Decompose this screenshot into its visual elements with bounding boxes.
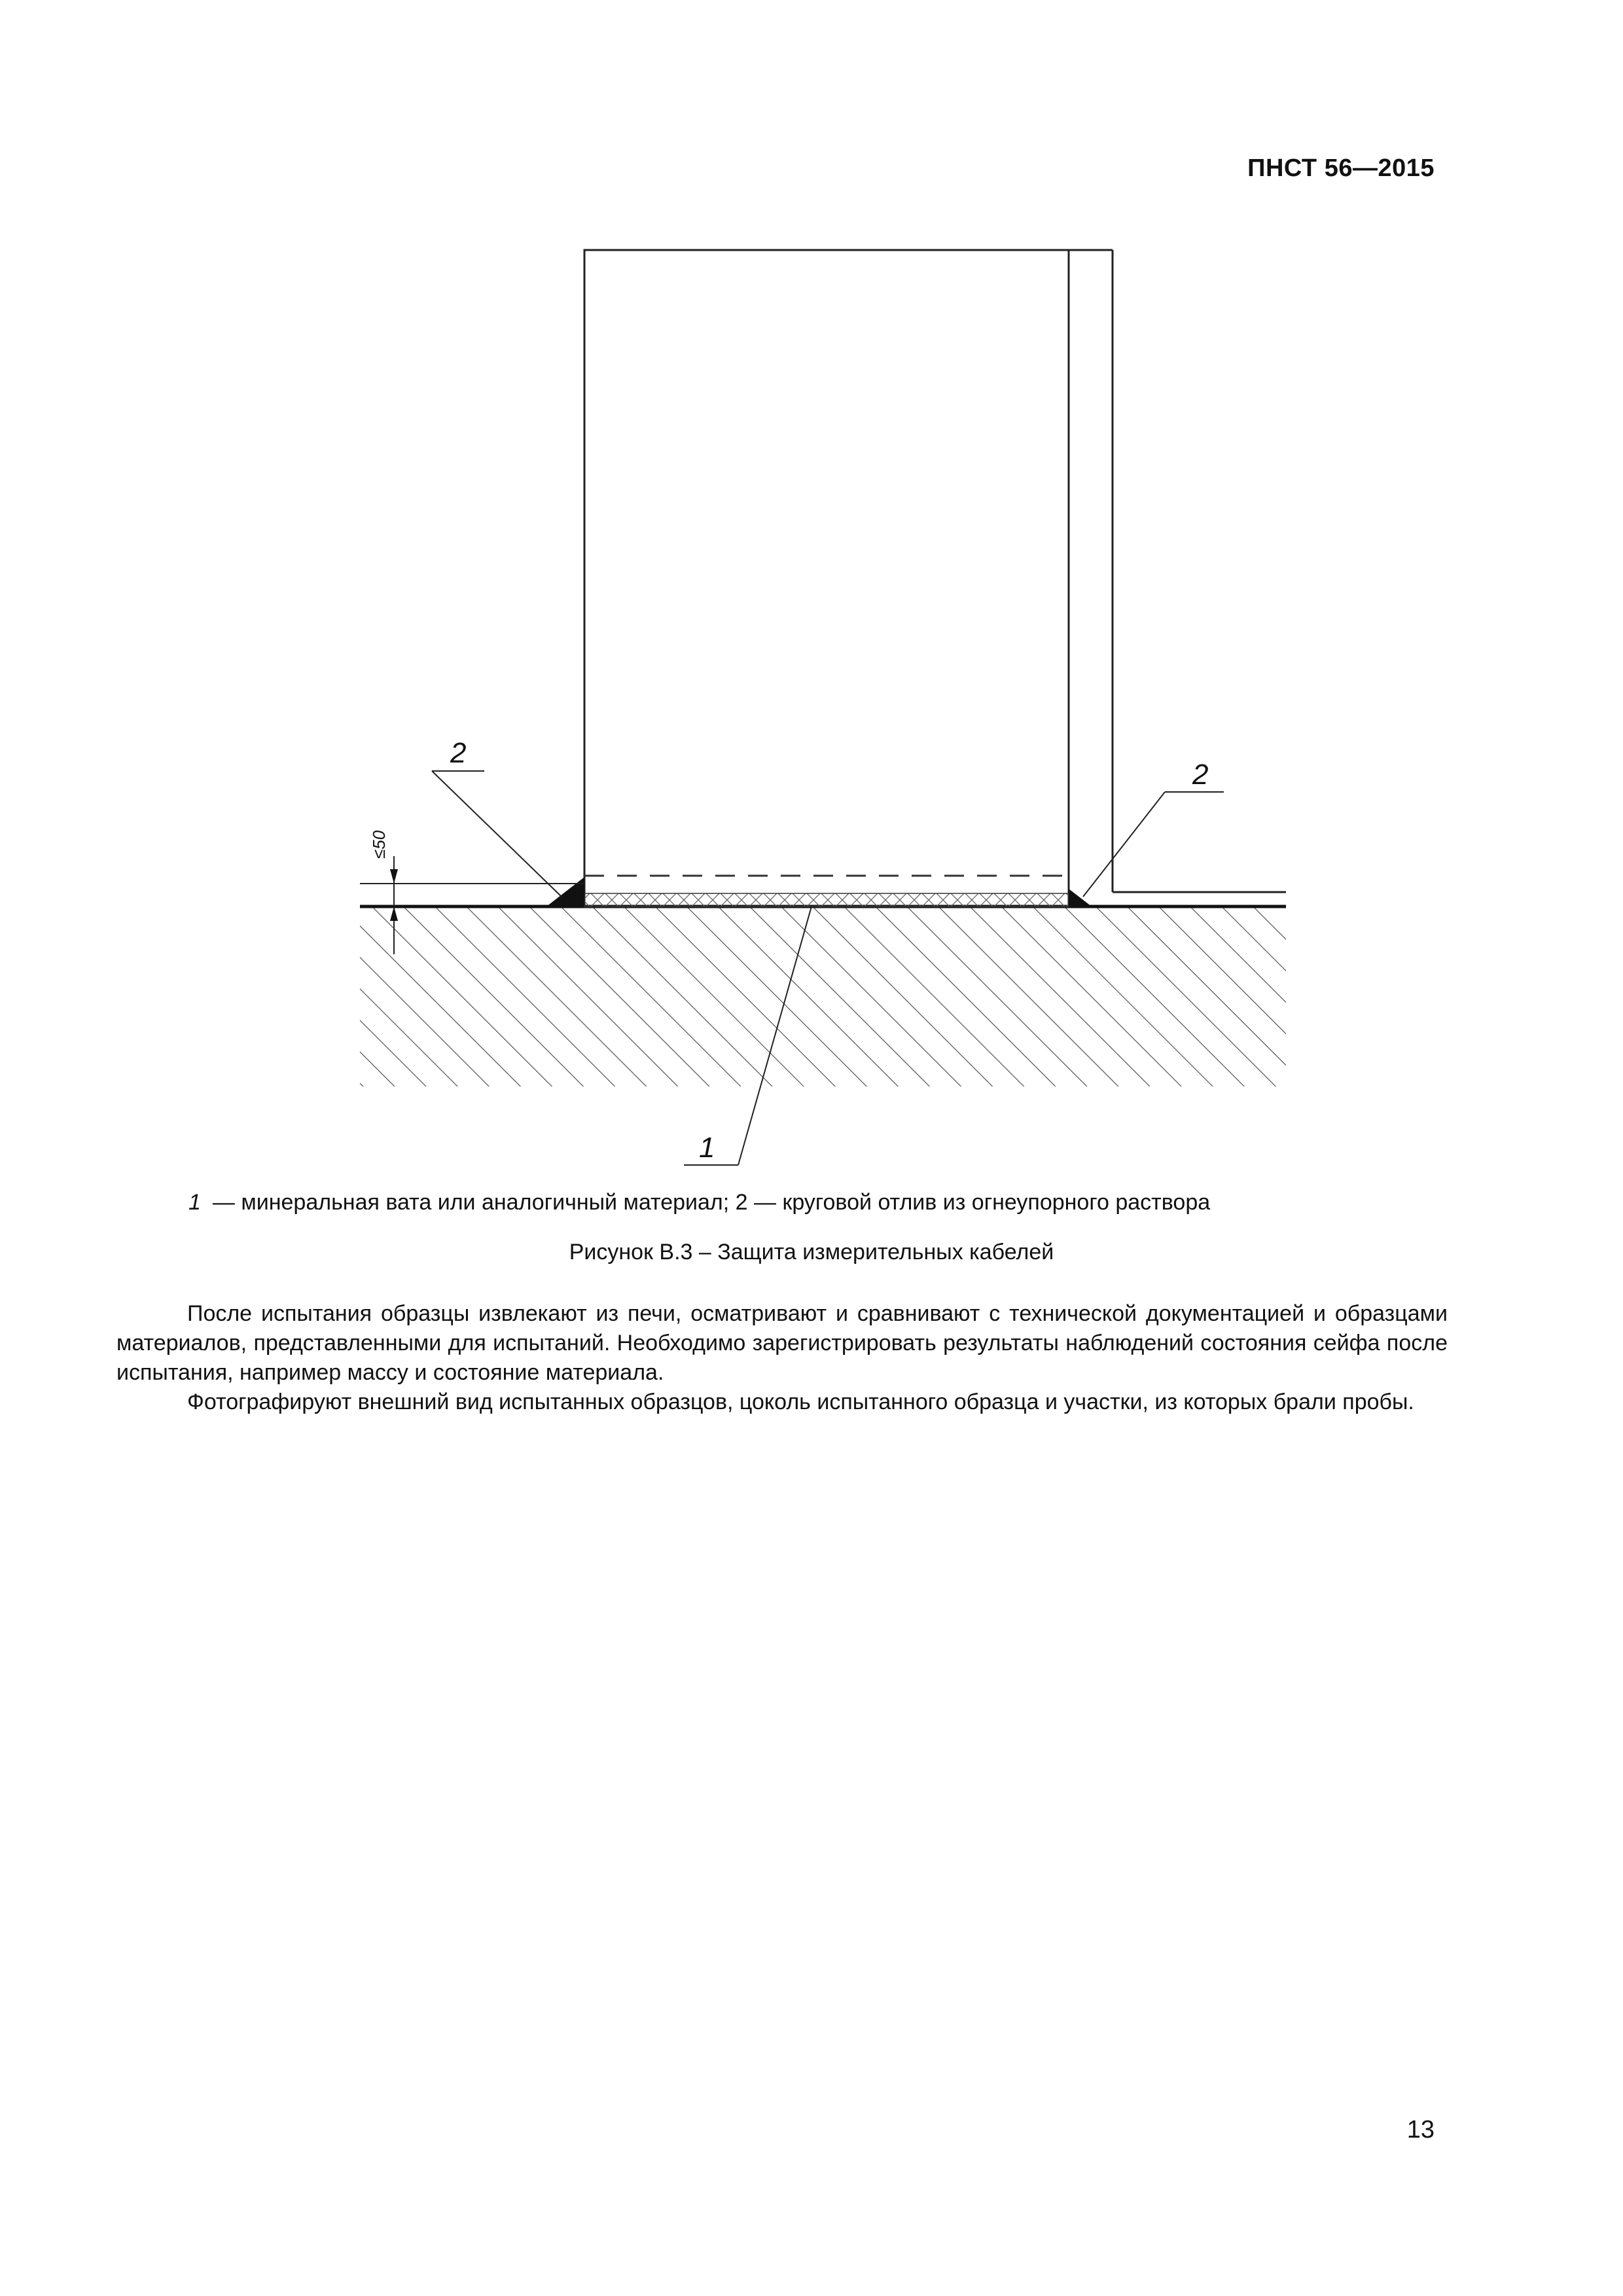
figure-legend	[188, 1190, 1210, 1215]
callout-right-label: 2	[1192, 759, 1209, 791]
callout-right-leader	[1083, 792, 1165, 897]
callout-left-label: 2	[450, 737, 467, 769]
mineral-wool-layer	[584, 893, 1069, 906]
cable-protection-diagram	[353, 245, 1302, 1175]
fillet-left	[546, 877, 584, 906]
callout-bottom-label: 1	[699, 1132, 715, 1164]
figure-b3	[353, 245, 1302, 1175]
document-code: ПНСТ 56—2015	[1247, 154, 1435, 182]
page-number: 13	[1406, 2116, 1435, 2144]
dimension-arrow-top	[390, 869, 398, 884]
fillet-right	[1069, 889, 1092, 906]
paragraph: После испытания образцы извлекают из печи, осматривают и сравнивают с технической документацией и образцами материалов, представленными для испытаний. Необходимо зарегистрировать результаты наблюдений состояния сейфа после испытания, например массу и состояние материала.	[116, 1301, 1448, 1385]
figure-caption: Рисунок В.3 – Защита измерительных кабелей	[569, 1240, 1054, 1265]
body-text	[116, 1299, 1448, 1417]
safe-body	[584, 250, 1069, 906]
dimension-label: ≤50	[369, 830, 389, 859]
paragraph: Фотографируют внешний вид испытанных образцов, цоколь испытанного образца и участки, из которых брали пробы.	[187, 1390, 1414, 1414]
ground-hatching	[360, 906, 1286, 1086]
legend-item-number: 1	[188, 1190, 201, 1215]
legend-text: — минеральная вата или аналогичный материал; 2 — круговой отлив из огнеупорного раствора	[212, 1190, 1211, 1215]
callout-left-leader	[432, 771, 562, 897]
